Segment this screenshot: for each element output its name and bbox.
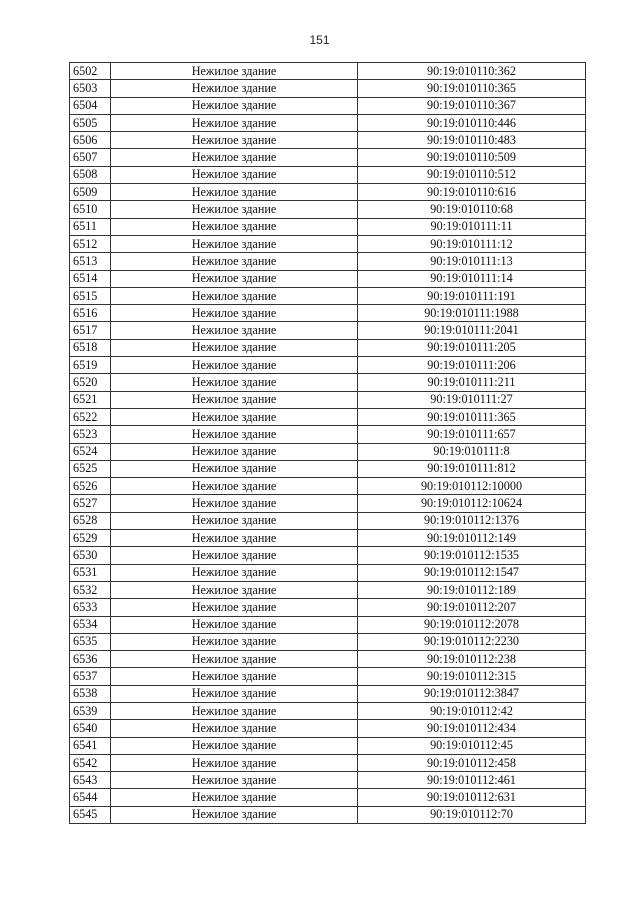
cadastral-number-cell: 90:19:010112:207: [358, 599, 586, 616]
cadastral-number-cell: 90:19:010111:2041: [358, 322, 586, 339]
row-number-cell: 6514: [70, 270, 111, 287]
row-number-cell: 6528: [70, 512, 111, 529]
table-row: [70, 322, 586, 339]
table-row: [70, 806, 586, 823]
table-row: [70, 581, 586, 598]
table-row: [70, 651, 586, 668]
cadastral-number-cell: 90:19:010112:461: [358, 772, 586, 789]
row-number-cell: 6515: [70, 287, 111, 304]
object-type-cell: Нежилое здание: [111, 478, 358, 495]
table-row: [70, 547, 586, 564]
cadastral-number-cell: 90:19:010112:10624: [358, 495, 586, 512]
object-type-cell: Нежилое здание: [111, 512, 358, 529]
object-type-cell: Нежилое здание: [111, 218, 358, 235]
table-row: [70, 443, 586, 460]
table-row: [70, 426, 586, 443]
table-row: [70, 616, 586, 633]
cadastral-number-cell: 90:19:010112:3847: [358, 685, 586, 702]
row-number-cell: 6540: [70, 720, 111, 737]
row-number-cell: 6503: [70, 80, 111, 97]
object-type-cell: Нежилое здание: [111, 754, 358, 771]
table-row: [70, 218, 586, 235]
cadastral-number-cell: 90:19:010112:434: [358, 720, 586, 737]
object-type-cell: Нежилое здание: [111, 63, 358, 80]
table-row: [70, 789, 586, 806]
table-row: [70, 184, 586, 201]
table-row: [70, 633, 586, 650]
row-number-cell: 6544: [70, 789, 111, 806]
table-row: [70, 63, 586, 80]
object-type-cell: Нежилое здание: [111, 80, 358, 97]
object-type-cell: Нежилое здание: [111, 530, 358, 547]
object-type-cell: Нежилое здание: [111, 339, 358, 356]
table-row: [70, 478, 586, 495]
table-row: [70, 305, 586, 322]
row-number-cell: 6530: [70, 547, 111, 564]
object-type-cell: Нежилое здание: [111, 322, 358, 339]
cadastral-number-cell: 90:19:010111:14: [358, 270, 586, 287]
cadastral-number-cell: 90:19:010110:365: [358, 80, 586, 97]
cadastral-number-cell: 90:19:010112:149: [358, 530, 586, 547]
object-type-cell: Нежилое здание: [111, 408, 358, 425]
object-type-cell: Нежилое здание: [111, 374, 358, 391]
row-number-cell: 6534: [70, 616, 111, 633]
cadastral-number-cell: 90:19:010111:13: [358, 253, 586, 270]
table-row: [70, 97, 586, 114]
row-number-cell: 6518: [70, 339, 111, 356]
table-row: [70, 460, 586, 477]
object-type-cell: Нежилое здание: [111, 633, 358, 650]
row-number-cell: 6505: [70, 114, 111, 131]
object-type-cell: Нежилое здание: [111, 495, 358, 512]
object-type-cell: Нежилое здание: [111, 651, 358, 668]
cadastral-number-cell: 90:19:010110:616: [358, 184, 586, 201]
cadastral-number-cell: 90:19:010111:206: [358, 357, 586, 374]
table-row: [70, 166, 586, 183]
row-number-cell: 6541: [70, 737, 111, 754]
row-number-cell: 6519: [70, 357, 111, 374]
object-type-cell: Нежилое здание: [111, 564, 358, 581]
object-type-cell: Нежилое здание: [111, 806, 358, 823]
cadastral-number-cell: 90:19:010110:362: [358, 63, 586, 80]
object-type-cell: Нежилое здание: [111, 547, 358, 564]
table-row: [70, 149, 586, 166]
table-row: [70, 720, 586, 737]
cadastral-number-cell: 90:19:010111:8: [358, 443, 586, 460]
property-table-body: [70, 63, 586, 824]
object-type-cell: Нежилое здание: [111, 685, 358, 702]
cadastral-number-cell: 90:19:010112:631: [358, 789, 586, 806]
object-type-cell: Нежилое здание: [111, 97, 358, 114]
cadastral-number-cell: 90:19:010111:1988: [358, 305, 586, 322]
row-number-cell: 6523: [70, 426, 111, 443]
table-row: [70, 235, 586, 252]
object-type-cell: Нежилое здание: [111, 737, 358, 754]
cadastral-number-cell: 90:19:010111:657: [358, 426, 586, 443]
object-type-cell: Нежилое здание: [111, 599, 358, 616]
cadastral-number-cell: 90:19:010111:211: [358, 374, 586, 391]
cadastral-number-cell: 90:19:010110:446: [358, 114, 586, 131]
row-number-cell: 6502: [70, 63, 111, 80]
object-type-cell: Нежилое здание: [111, 114, 358, 131]
row-number-cell: 6510: [70, 201, 111, 218]
row-number-cell: 6532: [70, 581, 111, 598]
cadastral-number-cell: 90:19:010112:315: [358, 668, 586, 685]
object-type-cell: Нежилое здание: [111, 132, 358, 149]
row-number-cell: 6527: [70, 495, 111, 512]
cadastral-number-cell: 90:19:010112:238: [358, 651, 586, 668]
row-number-cell: 6536: [70, 651, 111, 668]
cadastral-number-cell: 90:19:010112:10000: [358, 478, 586, 495]
object-type-cell: Нежилое здание: [111, 287, 358, 304]
cadastral-number-cell: 90:19:010112:70: [358, 806, 586, 823]
table-row: [70, 737, 586, 754]
cadastral-number-cell: 90:19:010112:2230: [358, 633, 586, 650]
row-number-cell: 6525: [70, 460, 111, 477]
object-type-cell: Нежилое здание: [111, 720, 358, 737]
object-type-cell: Нежилое здание: [111, 201, 358, 218]
table-row: [70, 391, 586, 408]
cadastral-number-cell: 90:19:010110:509: [358, 149, 586, 166]
table-row: [70, 512, 586, 529]
cadastral-number-cell: 90:19:010112:2078: [358, 616, 586, 633]
object-type-cell: Нежилое здание: [111, 270, 358, 287]
row-number-cell: 6524: [70, 443, 111, 460]
object-type-cell: Нежилое здание: [111, 460, 358, 477]
row-number-cell: 6511: [70, 218, 111, 235]
cadastral-number-cell: 90:19:010112:189: [358, 581, 586, 598]
cadastral-number-cell: 90:19:010110:483: [358, 132, 586, 149]
cadastral-number-cell: 90:19:010110:68: [358, 201, 586, 218]
row-number-cell: 6508: [70, 166, 111, 183]
object-type-cell: Нежилое здание: [111, 668, 358, 685]
cadastral-number-cell: 90:19:010112:1535: [358, 547, 586, 564]
table-row: [70, 668, 586, 685]
table-row: [70, 685, 586, 702]
table-row: [70, 702, 586, 719]
table-row: [70, 599, 586, 616]
object-type-cell: Нежилое здание: [111, 149, 358, 166]
object-type-cell: Нежилое здание: [111, 253, 358, 270]
row-number-cell: 6535: [70, 633, 111, 650]
table-row: [70, 253, 586, 270]
table-row: [70, 408, 586, 425]
table-row: [70, 132, 586, 149]
table-row: [70, 357, 586, 374]
object-type-cell: Нежилое здание: [111, 426, 358, 443]
row-number-cell: 6513: [70, 253, 111, 270]
table-row: [70, 201, 586, 218]
table-row: [70, 374, 586, 391]
cadastral-number-cell: 90:19:010111:365: [358, 408, 586, 425]
table-row: [70, 564, 586, 581]
cadastral-number-cell: 90:19:010111:12: [358, 235, 586, 252]
cadastral-number-cell: 90:19:010112:42: [358, 702, 586, 719]
cadastral-number-cell: 90:19:010111:191: [358, 287, 586, 304]
property-table: [69, 62, 586, 824]
table-row: [70, 287, 586, 304]
cadastral-number-cell: 90:19:010112:458: [358, 754, 586, 771]
row-number-cell: 6521: [70, 391, 111, 408]
object-type-cell: Нежилое здание: [111, 772, 358, 789]
object-type-cell: Нежилое здание: [111, 235, 358, 252]
row-number-cell: 6516: [70, 305, 111, 322]
row-number-cell: 6520: [70, 374, 111, 391]
row-number-cell: 6522: [70, 408, 111, 425]
object-type-cell: Нежилое здание: [111, 357, 358, 374]
row-number-cell: 6504: [70, 97, 111, 114]
cadastral-number-cell: 90:19:010111:205: [358, 339, 586, 356]
row-number-cell: 6507: [70, 149, 111, 166]
page-number: 151: [309, 33, 330, 47]
object-type-cell: Нежилое здание: [111, 391, 358, 408]
cadastral-number-cell: 90:19:010111:11: [358, 218, 586, 235]
row-number-cell: 6542: [70, 754, 111, 771]
row-number-cell: 6537: [70, 668, 111, 685]
cadastral-number-cell: 90:19:010112:1547: [358, 564, 586, 581]
table-row: [70, 339, 586, 356]
table-row: [70, 270, 586, 287]
object-type-cell: Нежилое здание: [111, 184, 358, 201]
row-number-cell: 6543: [70, 772, 111, 789]
object-type-cell: Нежилое здание: [111, 789, 358, 806]
table-row: [70, 80, 586, 97]
row-number-cell: 6512: [70, 235, 111, 252]
row-number-cell: 6517: [70, 322, 111, 339]
cadastral-number-cell: 90:19:010112:45: [358, 737, 586, 754]
row-number-cell: 6538: [70, 685, 111, 702]
table-row: [70, 114, 586, 131]
object-type-cell: Нежилое здание: [111, 702, 358, 719]
cadastral-number-cell: 90:19:010112:1376: [358, 512, 586, 529]
table-row: [70, 754, 586, 771]
object-type-cell: Нежилое здание: [111, 443, 358, 460]
row-number-cell: 6531: [70, 564, 111, 581]
cadastral-number-cell: 90:19:010110:512: [358, 166, 586, 183]
row-number-cell: 6533: [70, 599, 111, 616]
row-number-cell: 6509: [70, 184, 111, 201]
row-number-cell: 6506: [70, 132, 111, 149]
table-row: [70, 495, 586, 512]
row-number-cell: 6529: [70, 530, 111, 547]
object-type-cell: Нежилое здание: [111, 616, 358, 633]
table-row: [70, 772, 586, 789]
object-type-cell: Нежилое здание: [111, 305, 358, 322]
object-type-cell: Нежилое здание: [111, 581, 358, 598]
object-type-cell: Нежилое здание: [111, 166, 358, 183]
row-number-cell: 6545: [70, 806, 111, 823]
cadastral-number-cell: 90:19:010111:27: [358, 391, 586, 408]
row-number-cell: 6526: [70, 478, 111, 495]
cadastral-number-cell: 90:19:010111:812: [358, 460, 586, 477]
cadastral-number-cell: 90:19:010110:367: [358, 97, 586, 114]
row-number-cell: 6539: [70, 702, 111, 719]
table-row: [70, 530, 586, 547]
